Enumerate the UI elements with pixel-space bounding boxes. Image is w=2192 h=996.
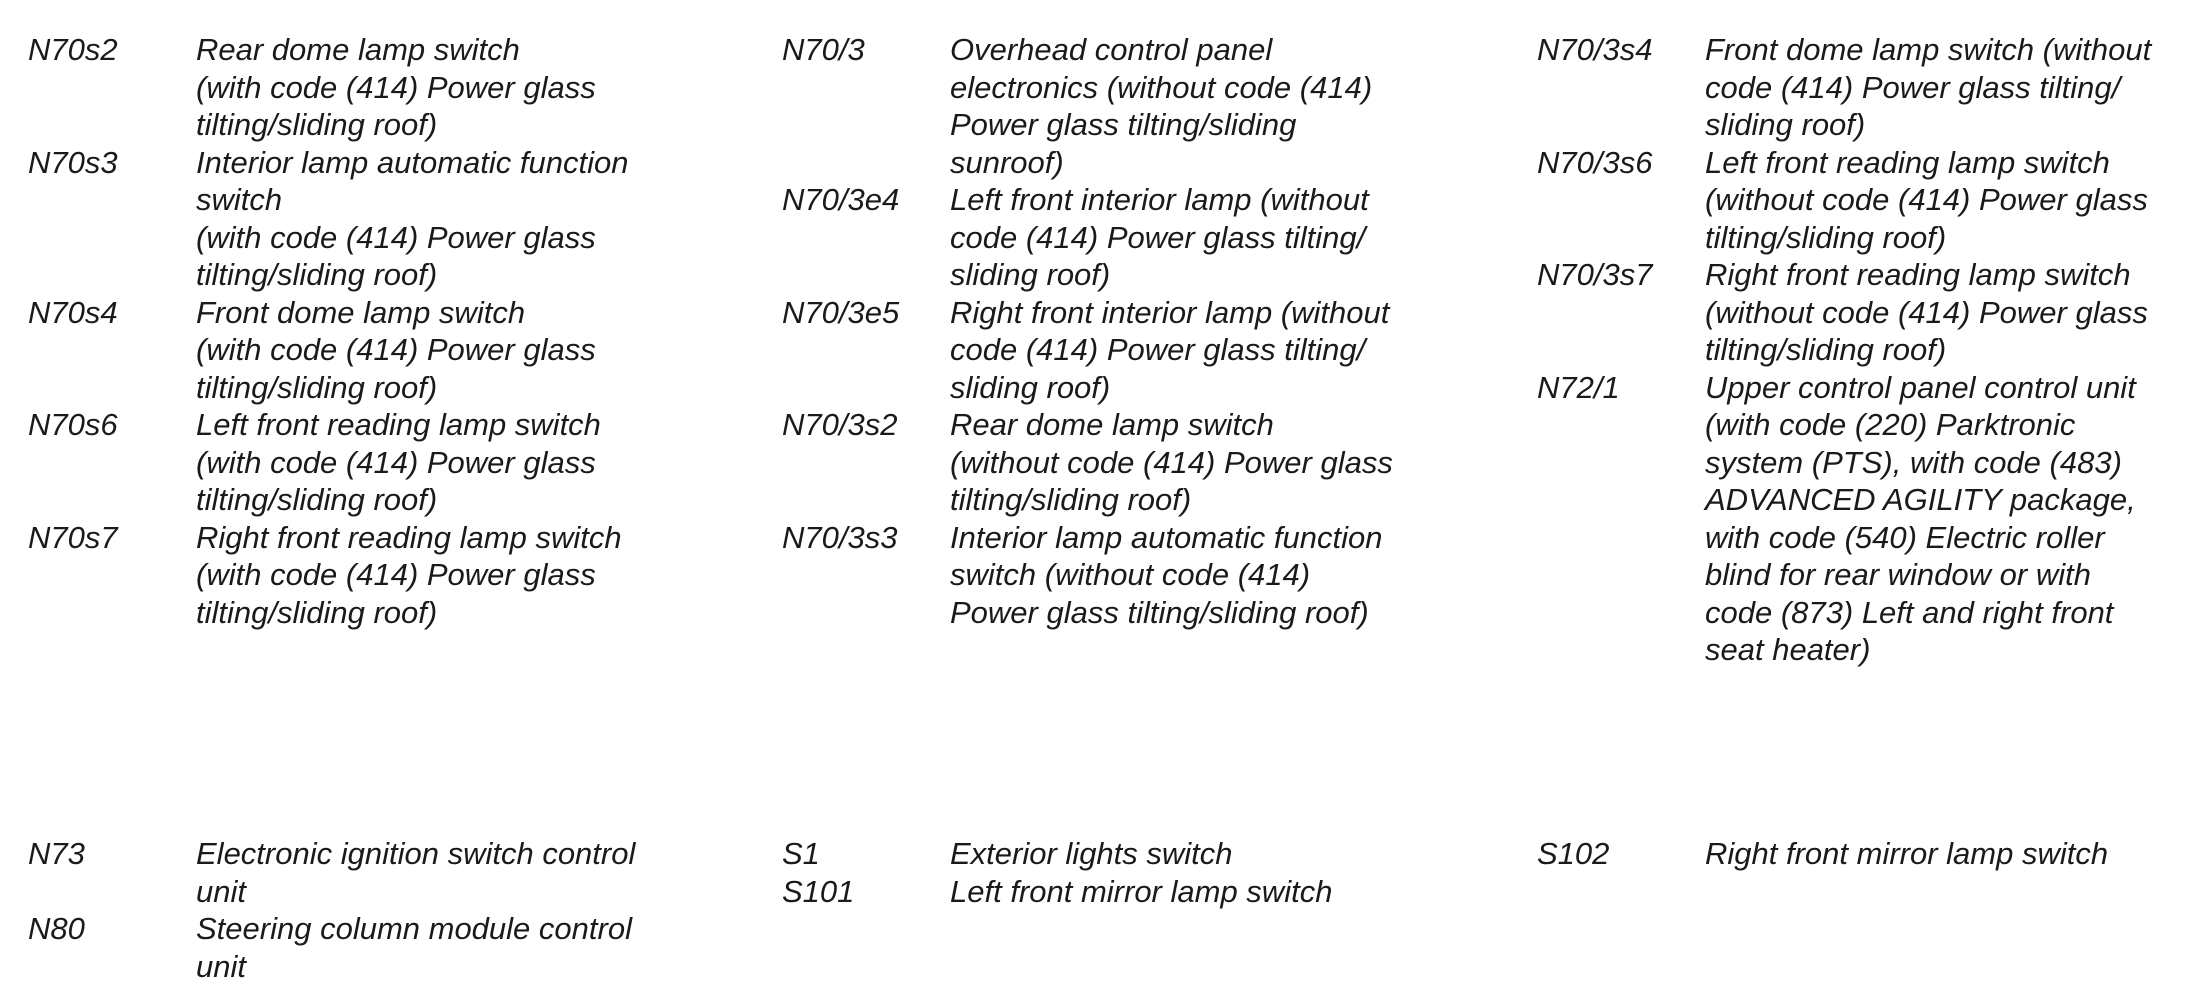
component-description: Left front interior lamp (without code (414) Power glass tilting/ sliding roof) <box>950 182 1369 292</box>
component-description: Upper control panel control unit (with code (220) Parktronic system (PTS), with code (483) ADVANCED AGILITY package, with code (540) Electric roller blind for rear window or with code (873) Left and right front seat heater) <box>1705 369 2136 667</box>
component-code: N70/3s2 <box>782 407 898 442</box>
legend-entry <box>1537 31 2187 144</box>
component-code: N70s6 <box>28 407 118 442</box>
legend-entry <box>1537 256 2187 369</box>
component-code: N70/3 <box>782 32 865 67</box>
component-description: Right front reading lamp switch (without code (414) Power glass tilting/sliding roof) <box>1705 257 2148 367</box>
component-code: N70/3e4 <box>782 182 900 217</box>
legend-entry <box>782 873 1462 911</box>
component-description: Left front reading lamp switch (with code (414) Power glass tilting/sliding roof) <box>196 407 601 517</box>
legend-column-2-top <box>782 31 1462 631</box>
component-code: N70/3s4 <box>1537 32 1653 67</box>
legend-entry <box>782 181 1462 294</box>
legend-entry <box>28 910 688 985</box>
legend-column-3-top <box>1537 31 2187 669</box>
component-description: Interior lamp automatic function switch (with code (414) Power glass tilting/sliding roof) <box>196 144 629 292</box>
component-description: Interior lamp automatic function switch (without code (414) Power glass tilting/sliding roof) <box>950 519 1383 630</box>
legend-entry <box>782 406 1462 519</box>
legend-column-1-bottom <box>28 835 688 985</box>
component-code: N70s4 <box>28 294 118 330</box>
legend-entry <box>28 31 688 144</box>
legend-entry <box>1537 144 2187 257</box>
legend-entry <box>28 144 688 294</box>
legend-column-3-bottom <box>1537 835 2187 873</box>
component-code: N70/3e5 <box>782 294 900 330</box>
component-code: S101 <box>782 873 855 909</box>
component-code: N70/3s6 <box>1537 144 1653 180</box>
component-description: Front dome lamp switch (without code (414) Power glass tilting/ sliding roof) <box>1705 32 2152 142</box>
component-description: Rear dome lamp switch (without code (414) Power glass tilting/sliding roof) <box>950 407 1393 517</box>
component-code: S1 <box>782 836 820 871</box>
component-code: S102 <box>1537 836 1610 871</box>
legend-entry <box>782 294 1462 407</box>
legend-entry <box>28 294 688 407</box>
legend-entry <box>1537 369 2187 669</box>
legend-entry <box>1537 835 2187 873</box>
component-description: Steering column module control unit <box>196 911 632 984</box>
component-description: Right front reading lamp switch (with code (414) Power glass tilting/sliding roof) <box>196 519 622 630</box>
component-code: N70/3s3 <box>782 519 898 555</box>
component-code: N73 <box>28 836 85 871</box>
component-code: N70s2 <box>28 32 118 67</box>
legend-entry <box>28 406 688 519</box>
component-description: Right front mirror lamp switch <box>1705 836 2109 871</box>
legend-column-2-bottom <box>782 835 1462 910</box>
legend-entry <box>782 31 1462 181</box>
legend-entry <box>782 835 1462 873</box>
component-description: Left front reading lamp switch (without code (414) Power glass tilting/sliding roof) <box>1705 144 2148 255</box>
component-code: N70s7 <box>28 519 118 555</box>
component-code: N70s3 <box>28 144 118 180</box>
legend-entry <box>28 835 688 910</box>
component-code: N72/1 <box>1537 369 1620 405</box>
component-description: Rear dome lamp switch (with code (414) Power glass tilting/sliding roof) <box>196 32 596 142</box>
component-code: N80 <box>28 911 85 946</box>
component-description: Front dome lamp switch (with code (414) Power glass tilting/sliding roof) <box>196 294 596 405</box>
component-code: N70/3s7 <box>1537 257 1653 292</box>
component-description: Right front interior lamp (without code (414) Power glass tilting/ sliding roof) <box>950 294 1390 405</box>
legend-entry <box>28 519 688 632</box>
component-description: Electronic ignition switch control unit <box>196 836 636 909</box>
component-description: Left front mirror lamp switch <box>950 873 1333 909</box>
component-description: Overhead control panel electronics (without code (414) Power glass tilting/sliding sunroof) <box>950 32 1373 180</box>
legend-column-1-top <box>28 31 688 631</box>
legend-entry <box>782 519 1462 632</box>
component-description: Exterior lights switch <box>950 836 1233 871</box>
